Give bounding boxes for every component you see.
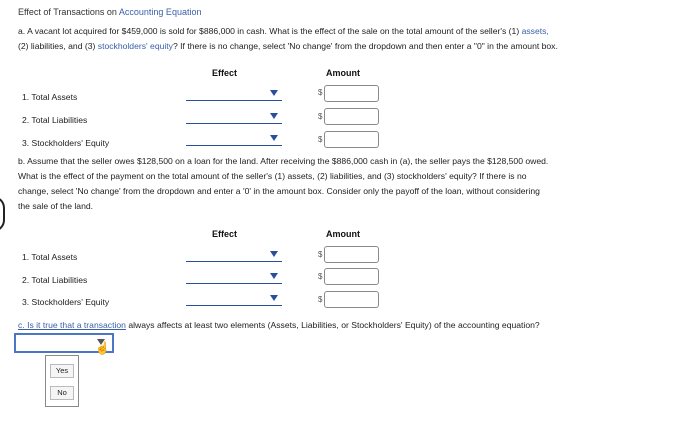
part-b-amount-header: Amount	[326, 229, 360, 239]
part-c-question: c. Is it true that a transaction always affects at least two elements (Assets, Liabilities, or Stockholders' Equity) of the accounting equation?	[18, 320, 540, 330]
part-a-effect-dropdown-3[interactable]	[186, 134, 282, 146]
part-b-row-2-label: 2. Total Liabilities	[22, 275, 88, 285]
part-a-row-3-label: 3. Stockholders' Equity	[22, 138, 110, 148]
part-c-dropdown-menu	[45, 355, 79, 407]
part-b-amount-input-3[interactable]	[324, 291, 379, 308]
part-b-line-4: the sale of the land.	[18, 201, 94, 211]
option-no[interactable]: No	[50, 386, 74, 400]
part-b-effect-dropdown-1[interactable]	[186, 250, 282, 262]
part-b-dollar-2: $	[318, 272, 323, 281]
part-b-line-1: b. Assume that the seller owes $128,500 on a loan for the land. After receiving the $886,000 cash in (a), the seller pays the $128,500 owed.	[18, 156, 549, 166]
part-a-row-2-label: 2. Total Liabilities	[22, 115, 88, 125]
part-c-question-link[interactable]: c. Is it true that a transaction	[18, 320, 126, 330]
part-b-dollar-3: $	[318, 295, 323, 304]
chevron-down-icon	[270, 135, 278, 141]
chevron-down-icon	[270, 295, 278, 301]
part-b-amount-input-1[interactable]	[324, 246, 379, 263]
part-a-effect-dropdown-1[interactable]	[186, 89, 282, 101]
part-b-row-1-label: 1. Total Assets	[22, 252, 78, 262]
part-b-line-2: What is the effect of the payment on the total amount of the seller's (1) assets, (2) liabilities, and (3) stockholders' equity? If there is no	[18, 171, 527, 181]
pointer-hand-icon: ☝	[95, 341, 110, 355]
chevron-down-icon	[270, 251, 278, 257]
scroll-bracket-indicator	[0, 196, 5, 232]
part-a-dollar-2: $	[318, 112, 323, 121]
part-b-question	[18, 154, 690, 214]
part-a-line-1: a. A vacant lot acquired for $459,000 is sold for $886,000 in cash. What is the effect of the sale on the total amount of the seller's (1) assets,	[18, 26, 549, 36]
part-a-amount-input-1[interactable]	[324, 85, 379, 102]
part-a-dollar-3: $	[318, 135, 323, 144]
chevron-down-icon	[270, 273, 278, 279]
part-b-row-3-label: 3. Stockholders' Equity	[22, 297, 110, 307]
part-c-yes-no-select[interactable]	[14, 333, 114, 353]
part-b-dollar-1: $	[318, 250, 323, 259]
part-a-amount-input-3[interactable]	[324, 131, 379, 148]
part-a-line-2: (2) liabilities, and (3) stockholders' equity? If there is no change, select 'No change' from the dropdown and then enter a "0" in the amount box.	[18, 41, 558, 51]
part-b-effect-header: Effect	[212, 229, 238, 239]
part-b-effect-dropdown-2[interactable]	[186, 272, 282, 284]
page-title: Effect of Transactions on Accounting Equation	[18, 7, 202, 17]
part-a-amount-header: Amount	[326, 68, 360, 78]
part-a-effect-dropdown-2[interactable]	[186, 112, 282, 124]
option-yes[interactable]: Yes	[50, 364, 74, 378]
part-a-dollar-1: $	[318, 88, 323, 97]
part-a-amount-input-2[interactable]	[324, 108, 379, 125]
part-b-line-3: change, select 'No change' from the dropdown and enter a '0' in the amount box. Consider only the payoff of the loan, without considering	[18, 186, 540, 196]
part-b-effect-dropdown-3[interactable]	[186, 294, 282, 306]
chevron-down-icon	[270, 113, 278, 119]
chevron-down-icon	[270, 90, 278, 96]
part-a-row-1-label: 1. Total Assets	[22, 92, 78, 102]
part-a-effect-header: Effect	[212, 68, 238, 78]
part-b-amount-input-2[interactable]	[324, 268, 379, 285]
part-a-question	[18, 24, 690, 54]
